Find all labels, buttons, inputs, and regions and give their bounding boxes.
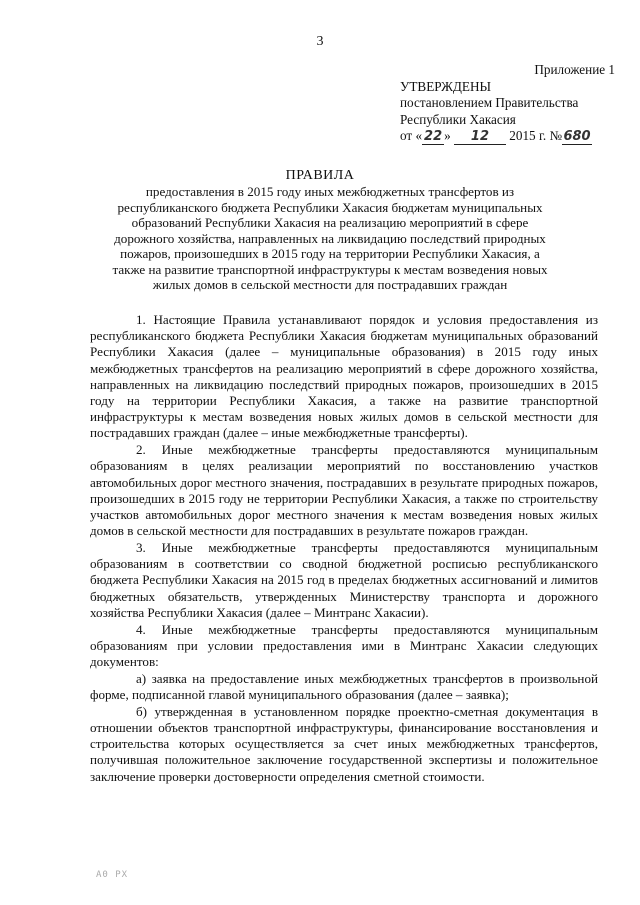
date-month: 12 bbox=[454, 130, 506, 145]
paragraph-4: 4. Иные межбюджетные трансферты предоставляются муниципальным образованиям при условии предоставления ими в Минтранс Хакасии следующих документов: bbox=[90, 621, 598, 670]
page-number: 3 bbox=[316, 34, 324, 49]
paragraph-4b: б) утвержденная в установленном порядке проектно-сметная документация в отношении объектов транспортной инфраструктуры, финансирование восстановления и строительства которых осуществляется за счет иных межбюджетных трансфертов, получившая положительное заключение государственной экспертизы и положительное заключение проверки достоверности определения сметной стоимости. bbox=[90, 703, 598, 784]
date-day: 22 bbox=[424, 128, 443, 144]
document-subtitle: предоставления в 2015 году иных межбюджетных трансфертов из республиканского бюджета Республики Хакасия бюджетам муниципальных образований Республики Хакасия на реализацию мероприятий в сфере дорожного хозяйства, направленных на ликвидацию последствий природных пожаров, произошедших в 2015 году на территории Республики Хакасия, а также на развитие транспортной инфраструктуры к местам возведения новых жилых домов в сельской местности для пострадавших граждан bbox=[112, 184, 548, 292]
appendix-label: Приложение 1 bbox=[534, 62, 615, 77]
approved-by-line-1: постановлением Правительства bbox=[400, 95, 579, 111]
document-title: ПРАВИЛА bbox=[285, 168, 355, 183]
approval-date-line bbox=[400, 128, 615, 145]
paragraph-4a: а) заявка на предоставление иных межбюджетных трансфертов в произвольной форме, подписанной главой муниципального образования (далее – заявка); bbox=[90, 670, 598, 703]
date-year-text: 2015 г. № bbox=[509, 128, 563, 144]
paragraph-1: 1. Настоящие Правила устанавливают порядок и условия предоставления из республиканского бюджета Республики Хакасия бюджетам муниципальных образований Республики Хакасия (далее – муниципальные образования) в 2015 году иных межбюджетных трансфертов на реализацию мероприятий в сфере дорожного хозяйства, направленных на ликвидацию последствий природных пожаров, произошедших в 2015 году на территории Республики Хакасия, а также на развитие транспортной инфраструктуры к местам возведения новых жилых домов в сельской местности для пострадавших граждан (далее – иные межбюджетные трансферты). bbox=[90, 312, 598, 441]
paragraph-3: 3. Иные межбюджетные трансферты предоставляются муниципальным образованиям в соответствии со сводной бюджетной росписью республиканского бюджета Республики Хакасия на 2015 год в пределах бюджетных ассигнований и лимитов бюджетных обязательств, утвержденных Министерству транспорта и дорожного хозяйства Республики Хакасия (далее – Минтранс Хакасии). bbox=[90, 540, 598, 620]
decree-number: 680 bbox=[563, 128, 591, 144]
footer-mark: А0 РХ bbox=[96, 870, 129, 880]
document-body bbox=[90, 312, 598, 785]
approval-block bbox=[400, 62, 615, 145]
date-prefix: от « bbox=[400, 128, 423, 144]
paragraph-2: 2. Иные межбюджетные трансферты предоставляются муниципальным образованиям в целях реализации мероприятий по восстановлению участков автомобильных дорог местного значения, пострадавших в результате природных пожаров, произошедших в 2015 году не территории Республики Хакасия, а также по строительству участков автомобильных дорог местного значения к местам возведения новых жилых домов в сельской местности для пострадавших в результате пожаров граждан. bbox=[90, 442, 598, 539]
approved-by-line-2: Республики Хакасия bbox=[400, 111, 516, 127]
approved-label: УТВЕРЖДЕНЫ bbox=[400, 78, 492, 94]
date-day-close: » bbox=[444, 128, 451, 144]
